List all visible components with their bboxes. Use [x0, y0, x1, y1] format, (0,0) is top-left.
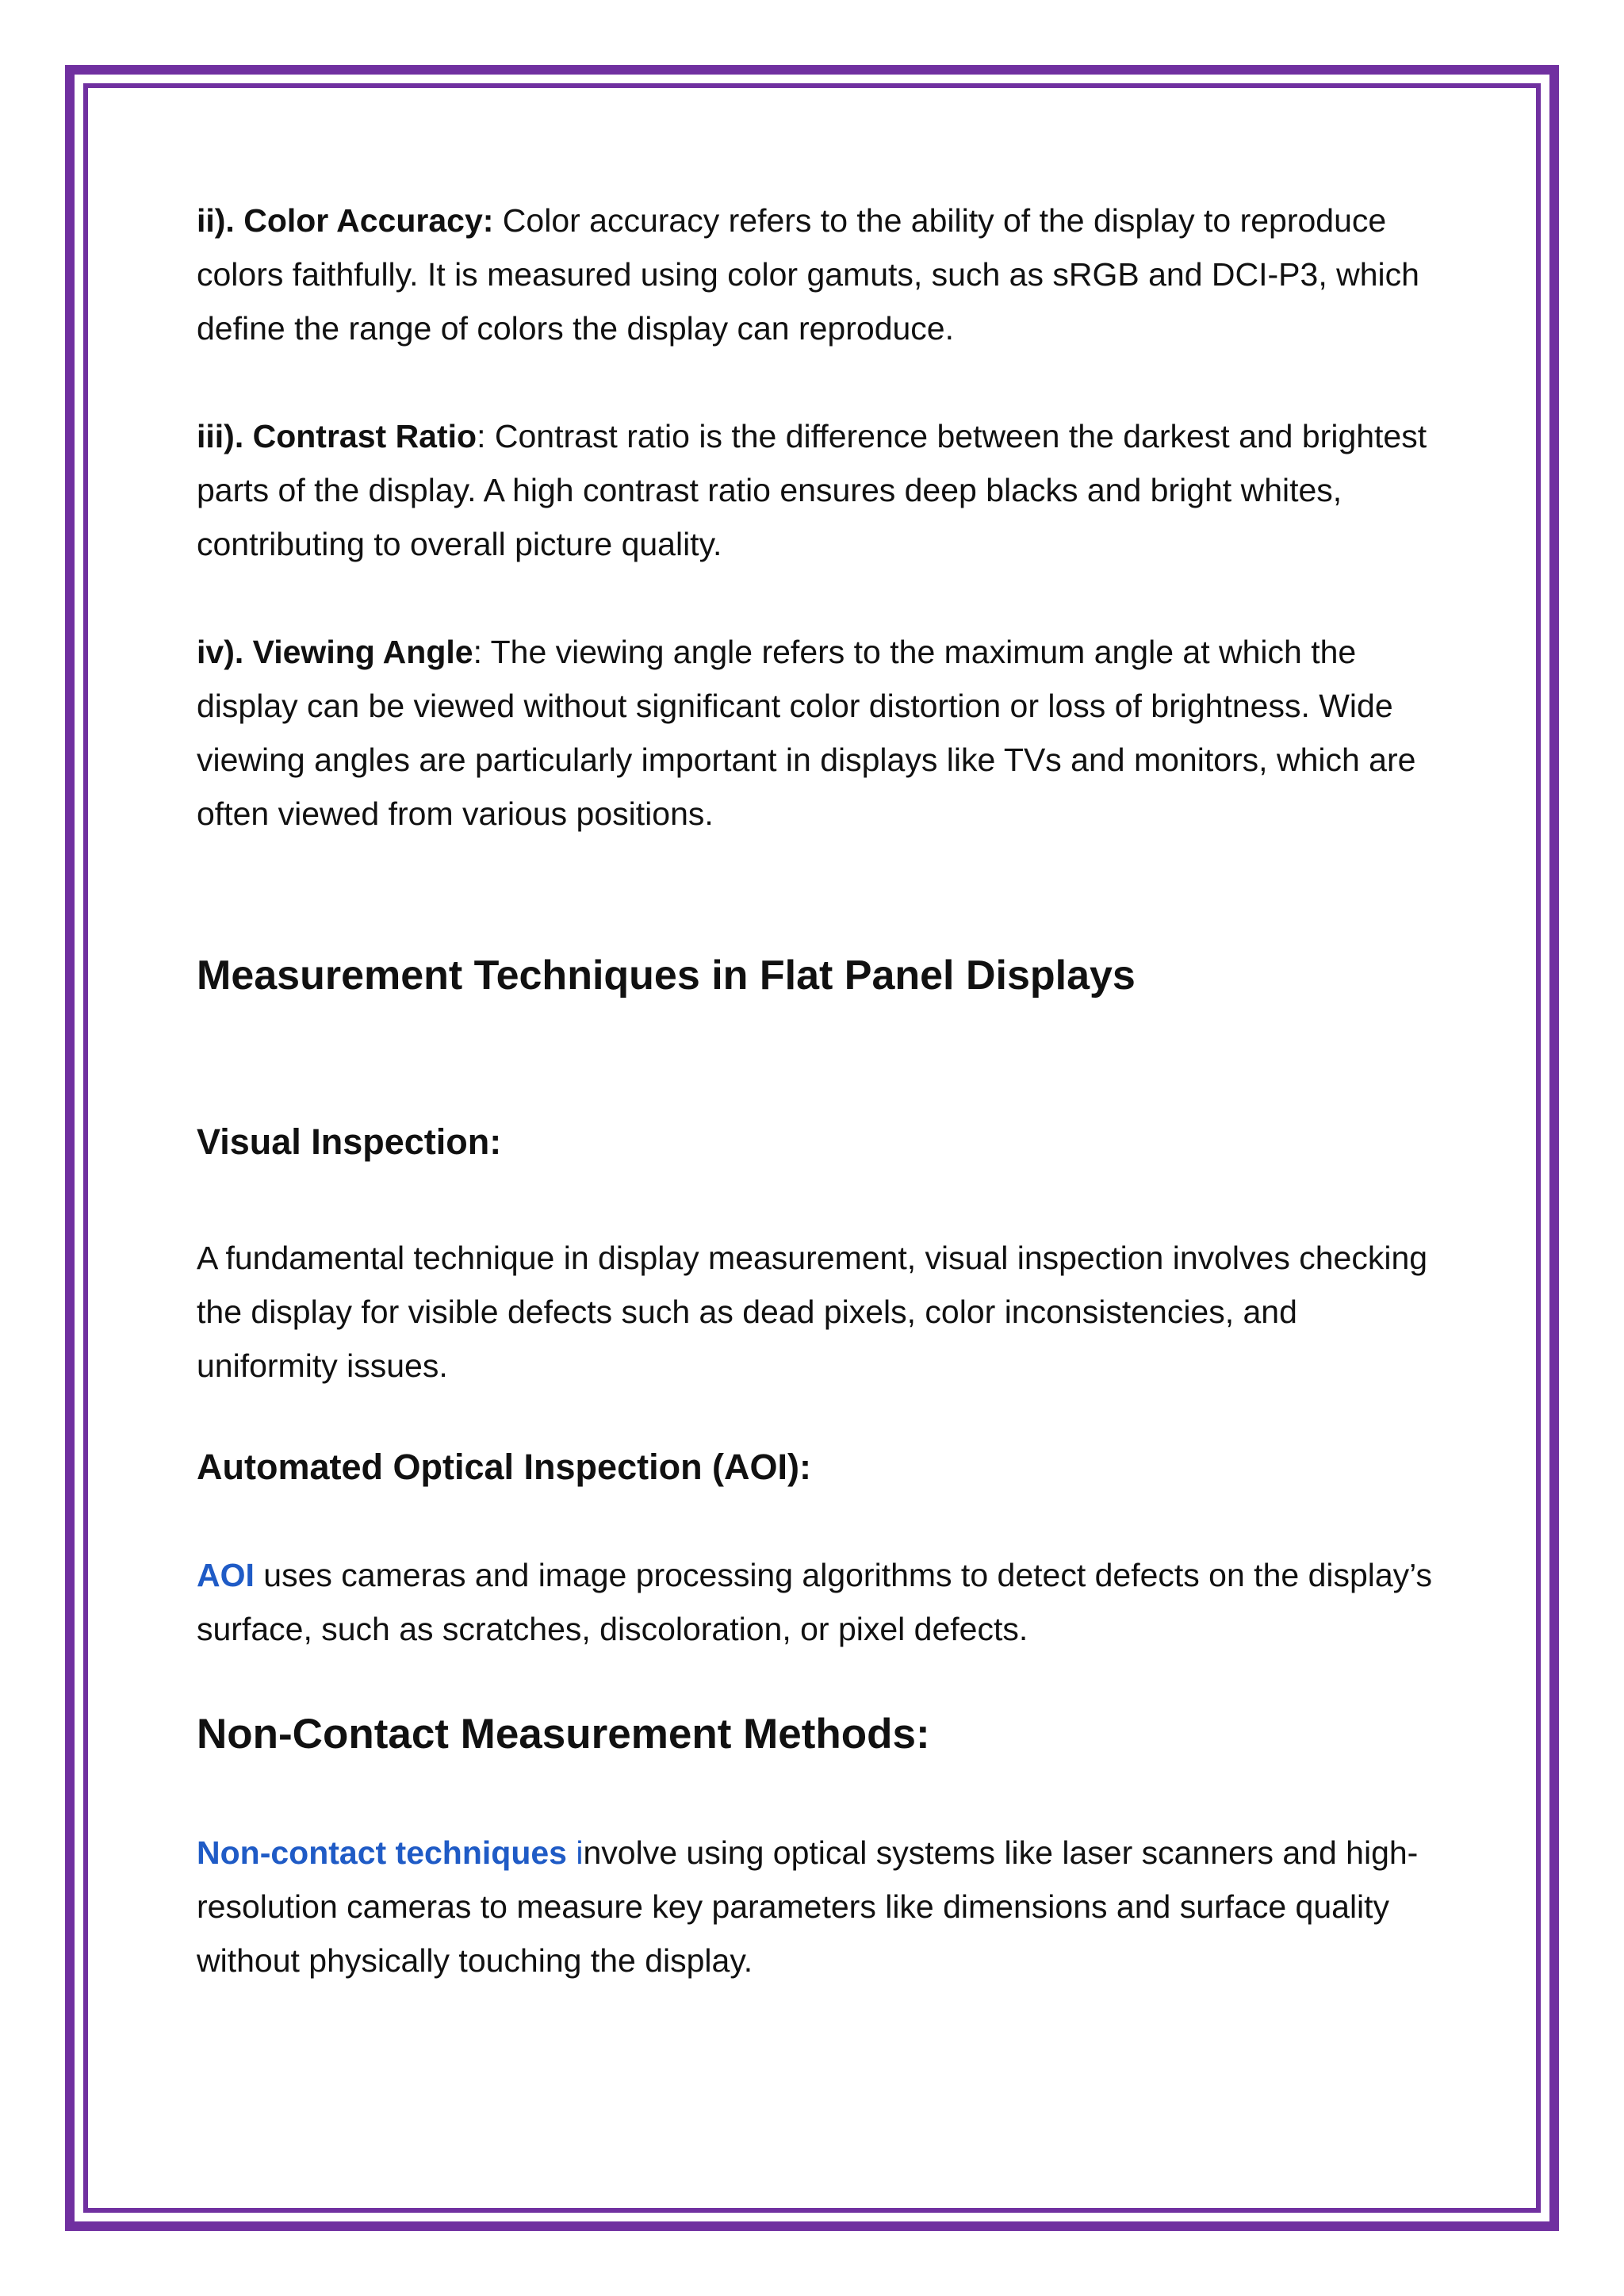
non-contact-text: nvolve using optical systems like laser scanners and high-resolution cameras to measure key parameters like dimensions and surface quality without physically touching the display.	[197, 1834, 1419, 1979]
aoi-heading: Automated Optical Inspection (AOI):	[197, 1447, 812, 1487]
color-accuracy-text: Color accuracy refers to the ability of the display to reproduce colors faithfully. It is measured using color gamuts, such as sRGB and DCI-P3, which define the range of colors the display can reproduce.	[197, 202, 1419, 347]
color-accuracy-label: ii). Color Accuracy:	[197, 202, 494, 239]
color-accuracy-paragraph	[197, 194, 1434, 355]
contrast-ratio-paragraph	[197, 409, 1434, 571]
viewing-angle-paragraph	[197, 625, 1434, 841]
non-contact-heading: Non-Contact Measurement Methods:	[197, 1711, 930, 1757]
visual-inspection-paragraph: A fundamental technique in display measurement, visual inspection involves checking the display for visible defects such as dead pixels, color inconsistencies, and uniformity issues.	[197, 1240, 1428, 1384]
viewing-angle-label: iv). Viewing Angle	[197, 634, 473, 670]
contrast-ratio-text: : Contrast ratio is the difference between the darkest and brightest parts of the display. A high contrast ratio ensures deep blacks and bright whites, contributing to overall picture quality.	[197, 418, 1427, 562]
aoi-paragraph	[197, 1548, 1434, 1656]
non-contact-link-tail[interactable]: i	[566, 1834, 584, 1871]
visual-inspection-heading: Visual Inspection:	[197, 1121, 502, 1162]
aoi-link[interactable]: AOI	[197, 1557, 255, 1593]
non-contact-paragraph	[197, 1826, 1434, 1987]
contrast-ratio-label: iii). Contrast Ratio	[197, 418, 477, 454]
document-content	[197, 194, 1434, 1987]
measurement-techniques-heading: Measurement Techniques in Flat Panel Displays	[197, 953, 1136, 999]
viewing-angle-text: : The viewing angle refers to the maximum angle at which the display can be viewed without significant color distortion or loss of brightness. Wide viewing angles are particularly important in displays like TVs and monitors, which are often viewed from various positions.	[197, 634, 1416, 832]
aoi-text: uses cameras and image processing algorithms to detect defects on the display’s surface, such as scratches, discoloration, or pixel defects.	[197, 1557, 1433, 1647]
non-contact-link[interactable]: Non-contact techniques	[197, 1834, 567, 1871]
